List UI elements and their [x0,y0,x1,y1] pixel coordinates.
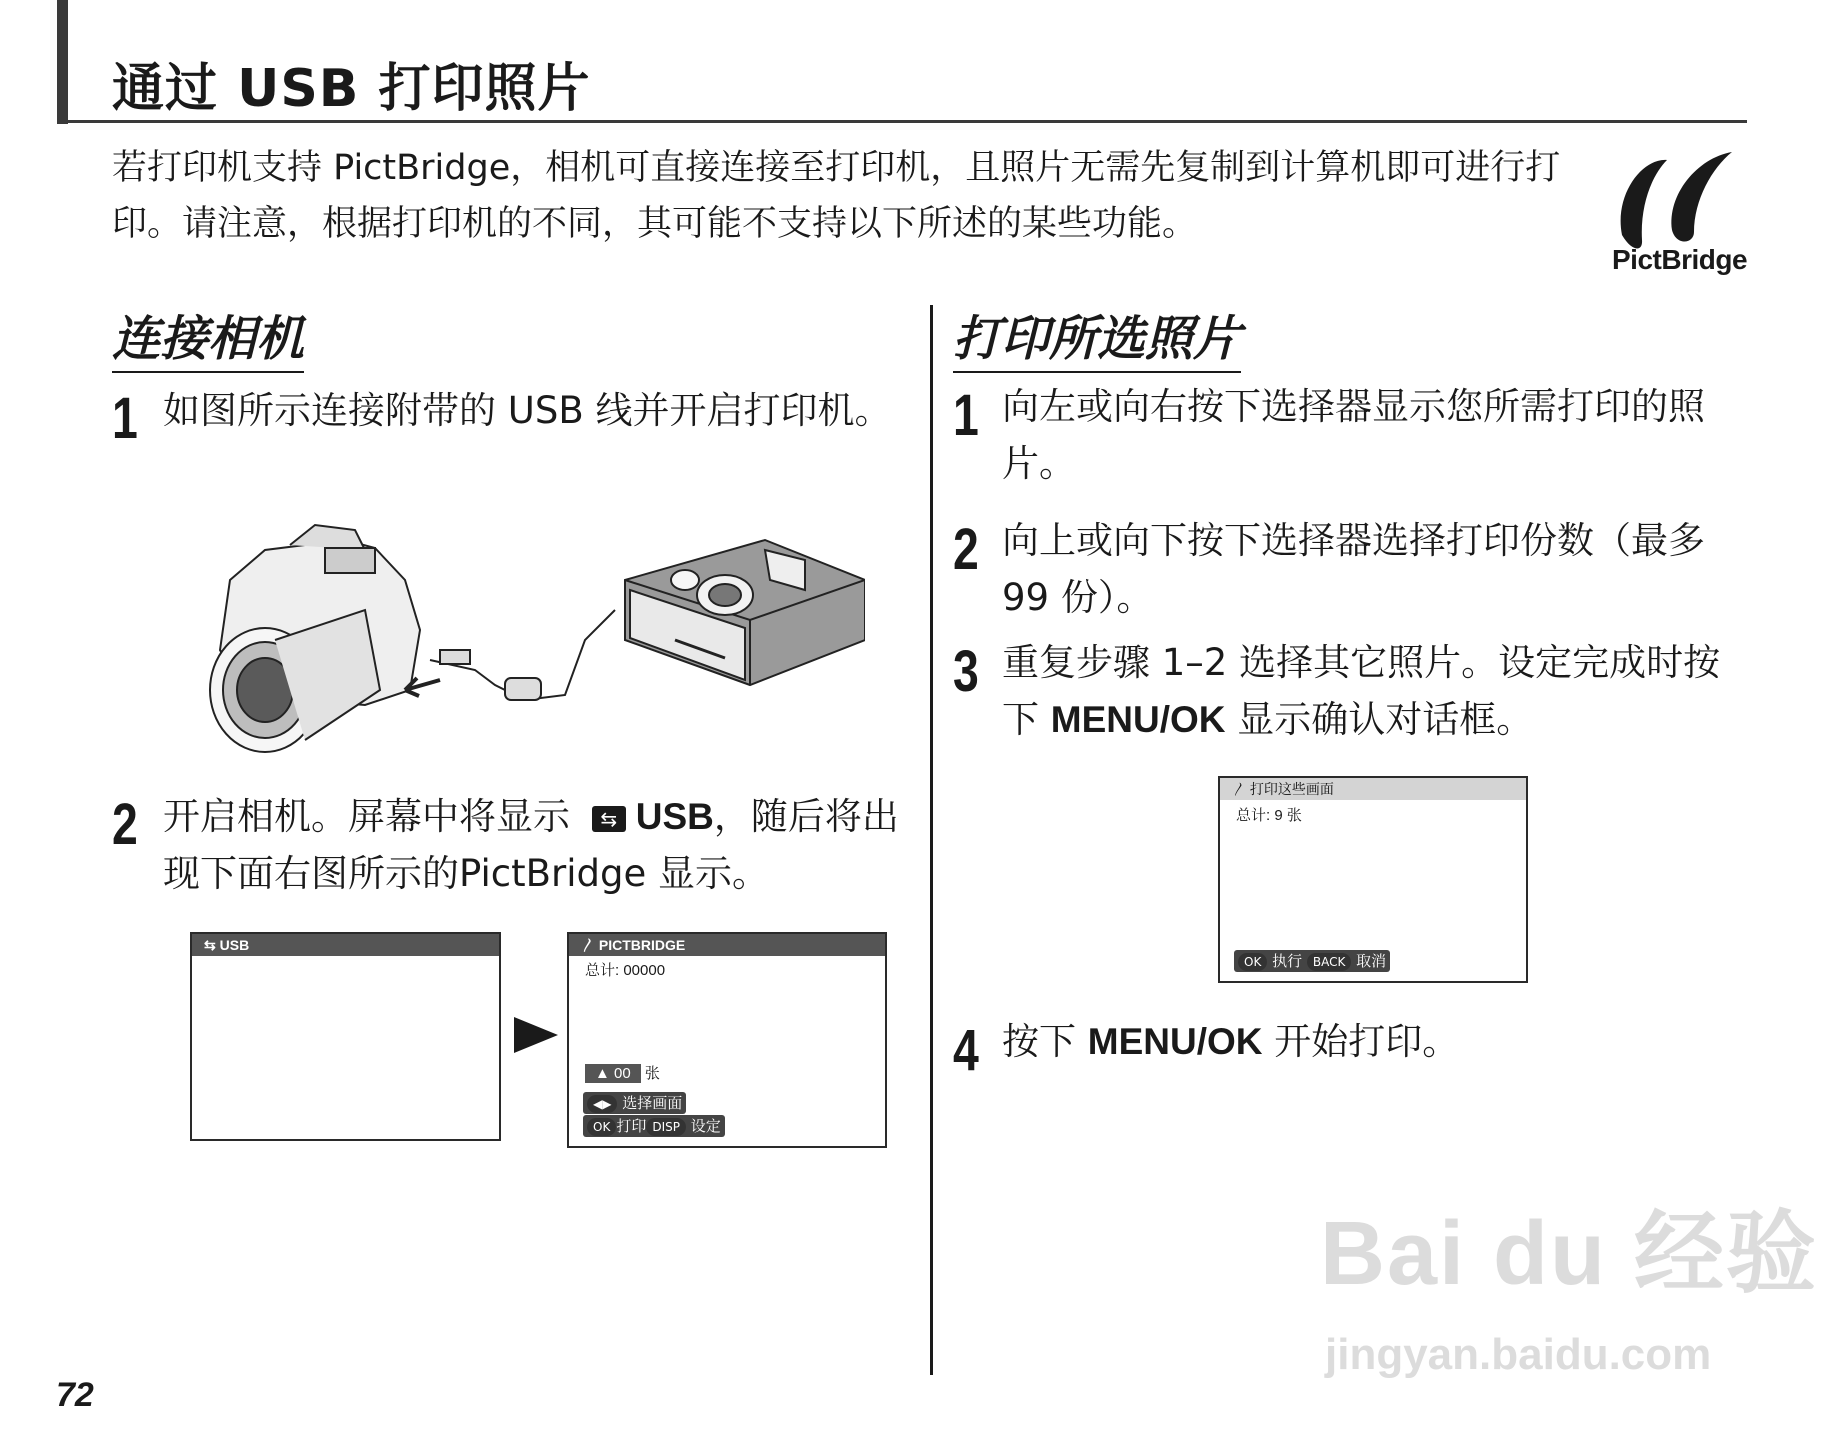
pictbridge-icon: 〳 [581,937,599,953]
step-text: 重复步骤 1–2 选择其它照片。设定完成时按下 MENU/OK 显示确认对话框。 [1002,641,1721,741]
step-number: 1 [112,386,138,451]
step-text: 如图所示连接附带的 USB 线并开启打印机。 [163,389,892,432]
dialog-total: 总计: 9 张 [1236,807,1302,824]
pictbridge-screen-bar: 〳 PICTBRIDGE [569,934,885,956]
step-number: 3 [953,639,979,704]
usb-screen-bar: ⇆ USB [192,934,499,956]
step-text: 向上或向下按下选择器选择打印份数（最多 99 份）。 [1002,519,1705,619]
up-arrow-icon: ▲ [595,1065,615,1082]
hint-print-settings: OK 打印 DISP 设定 [583,1115,725,1137]
camera-printer-illustration [205,520,865,760]
confirm-dialog-bar: 〳 打印这些画面 [1220,778,1526,800]
watermark-brand: Bai du 经验 [1320,1204,1819,1304]
page-title: 通过 USB 打印照片 [112,59,591,119]
title-rule [57,120,1747,123]
usb-icon: ⇆ [592,806,626,832]
step-text: 按下 MENU/OK 开始打印。 [1002,1020,1460,1063]
step-number: 4 [953,1018,979,1083]
section-heading-connect: 连接相机 [112,300,304,373]
usb-screen [190,932,501,1141]
left-right-icon: ◀▶ [587,1095,617,1113]
step-number: 2 [112,792,138,857]
page-number: 72 [56,1376,94,1414]
title-bar-accent [57,0,68,124]
hint-select: ◀▶ 选择画面 [583,1092,686,1114]
pictbridge-total: 总计: 00000 [585,962,666,979]
print-count: ▲ 00 张 [585,1062,660,1083]
step-text: 向左或向右按下选择器显示您所需打印的照片。 [1002,385,1705,485]
pictbridge-icon: 〳 [1232,781,1250,797]
arrow-right-icon [512,1015,560,1055]
usb-icon: ⇆ [204,937,220,953]
step-number: 1 [953,383,979,448]
step-number: 2 [953,517,979,582]
confirm-dialog-screen [1218,776,1528,983]
pictbridge-logo-text: PictBridge [1612,244,1748,275]
watermark-url: jingyan.baidu.com [1325,1330,1712,1379]
intro-paragraph: 若打印机支持 PictBridge，相机可直接连接至打印机，且照片无需先复制到计算机即可进行打印。请注意，根据打印机的不同，其可能不支持以下所述的某些功能。 [112,148,1561,244]
section-heading-print: 打印所选照片 [953,300,1241,373]
step-text: 开启相机。屏幕中将显示 ⇆ USB，随后将出现下面右图所示的PictBridge 显示。 [163,795,899,895]
pictbridge-screen [567,932,887,1148]
dialog-hint: OK 执行 BACK 取消 [1234,950,1390,972]
column-divider [930,305,933,1375]
